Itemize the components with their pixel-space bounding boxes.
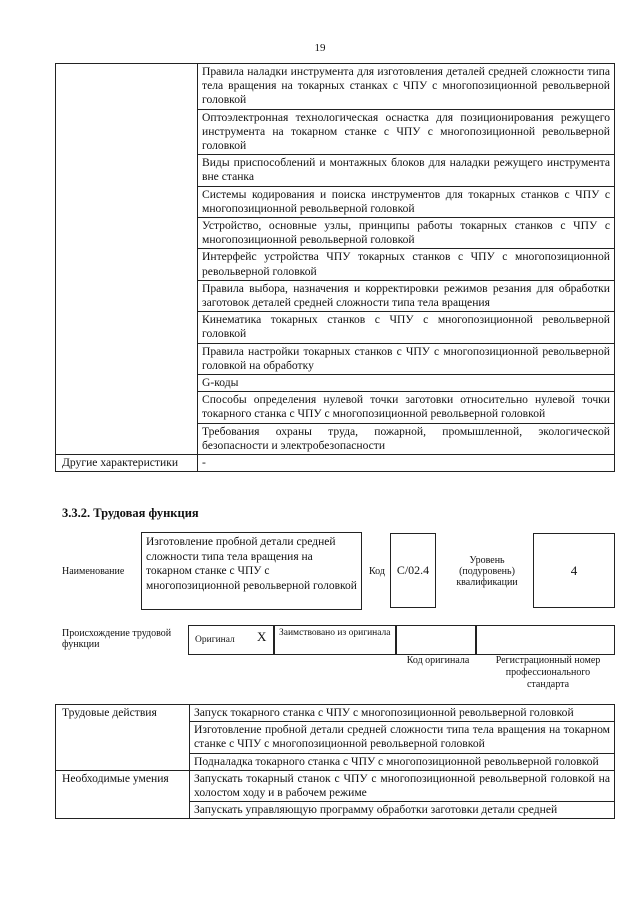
knowledge-item: Правила наладки инструмента для изготовления деталей средней сложности типа тела вращения на токарных станках с ЧПУ с многопозиционной револьверной головкой bbox=[198, 64, 615, 110]
original-cell bbox=[188, 625, 274, 655]
skill-item: Запускать управляющую программу обработки заготовки детали средней bbox=[190, 802, 615, 819]
knowledge-item: Требования охраны труда, пожарной, промышленной, экологической безопасности и электробезопасности bbox=[198, 423, 615, 454]
knowledge-item: Виды приспособлений и монтажных блоков для наладки режущего инструмента вне станка bbox=[198, 155, 615, 186]
table-row bbox=[56, 705, 615, 722]
origin-code-cell bbox=[396, 625, 476, 655]
action-item: Изготовление пробной детали средней сложности типа тела вращения на токарном станке с ЧПУ с многопозиционной револьверной головкой bbox=[190, 722, 615, 753]
borrowed-cell: Заимствовано из оригинала bbox=[274, 625, 396, 655]
knowledge-item: Устройство, основные узлы, принципы работы токарных станков с ЧПУ с многопозиционной револьверной головкой bbox=[198, 218, 615, 249]
other-characteristics-value: - bbox=[198, 455, 615, 472]
other-characteristics-label: Другие характеристики bbox=[56, 455, 198, 472]
origin-label: Происхождение трудовой функции bbox=[62, 628, 172, 650]
table-row bbox=[56, 64, 615, 110]
knowledge-item: G-коды bbox=[198, 375, 615, 392]
knowledge-label-cell bbox=[56, 64, 198, 455]
table-row bbox=[56, 770, 615, 801]
action-item: Подналадка токарного станка с ЧПУ с многопозиционной револьверной головкой bbox=[190, 753, 615, 770]
reg-number-label: Регистрационный номер профессионального стандарта bbox=[495, 655, 601, 690]
knowledge-item: Способы определения нулевой точки заготовки относительно нулевой точки токарного станка с ЧПУ с многопозиционной револьверной головкой bbox=[198, 392, 615, 423]
knowledge-item: Интерфейс устройства ЧПУ токарных станков с ЧПУ с многопозиционной револьверной головкой bbox=[198, 249, 615, 280]
origin-code-label: Код оригинала bbox=[406, 655, 470, 666]
knowledge-item: Системы кодирования и поиска инструментов для токарных станков с ЧПУ с многопозиционной револьверной головкой bbox=[198, 186, 615, 217]
knowledge-table bbox=[55, 63, 615, 472]
original-label: Оригинал bbox=[195, 635, 235, 645]
code-label: Код bbox=[369, 566, 385, 577]
original-mark: X bbox=[257, 629, 267, 644]
actions-label: Трудовые действия bbox=[56, 705, 190, 771]
level-label: Уровень (подуровень) квалификации bbox=[456, 555, 518, 588]
knowledge-item: Правила настройки токарных станков с ЧПУ с многопозиционной револьверной головкой на обработку bbox=[198, 343, 615, 374]
knowledge-item: Кинематика токарных станков с ЧПУ с многопозиционной револьверной головкой bbox=[198, 312, 615, 343]
action-item: Запуск токарного станка с ЧПУ с многопозиционной револьверной головкой bbox=[190, 705, 615, 722]
skills-label: Необходимые умения bbox=[56, 770, 190, 819]
knowledge-item: Оптоэлектронная технологическая оснастка для позиционирования режущего инструмента на токарном станке с ЧПУ с многопозиционной револьверной головкой bbox=[198, 109, 615, 155]
section-heading: 3.3.2. Трудовая функция bbox=[62, 506, 199, 520]
page-number: 19 bbox=[314, 42, 326, 54]
code-value-box: C/02.4 bbox=[390, 533, 436, 608]
actions-table bbox=[55, 704, 615, 819]
knowledge-item: Правила выбора, назначения и корректировки режимов резания для обработки заготовок деталей средней сложности типа тела вращения bbox=[198, 280, 615, 311]
function-name-box: Изготовление пробной детали средней сложности типа тела вращения на токарном станке с ЧПУ с многопозиционной револьверной головкой bbox=[141, 532, 362, 610]
name-label: Наименование bbox=[62, 566, 125, 577]
level-value-box: 4 bbox=[533, 533, 615, 608]
reg-number-cell bbox=[476, 625, 615, 655]
table-row bbox=[56, 455, 615, 472]
skill-item: Запускать токарный станок с ЧПУ с многопозиционной револьверной головкой на холостом ходу и в рабочем режиме bbox=[190, 770, 615, 801]
